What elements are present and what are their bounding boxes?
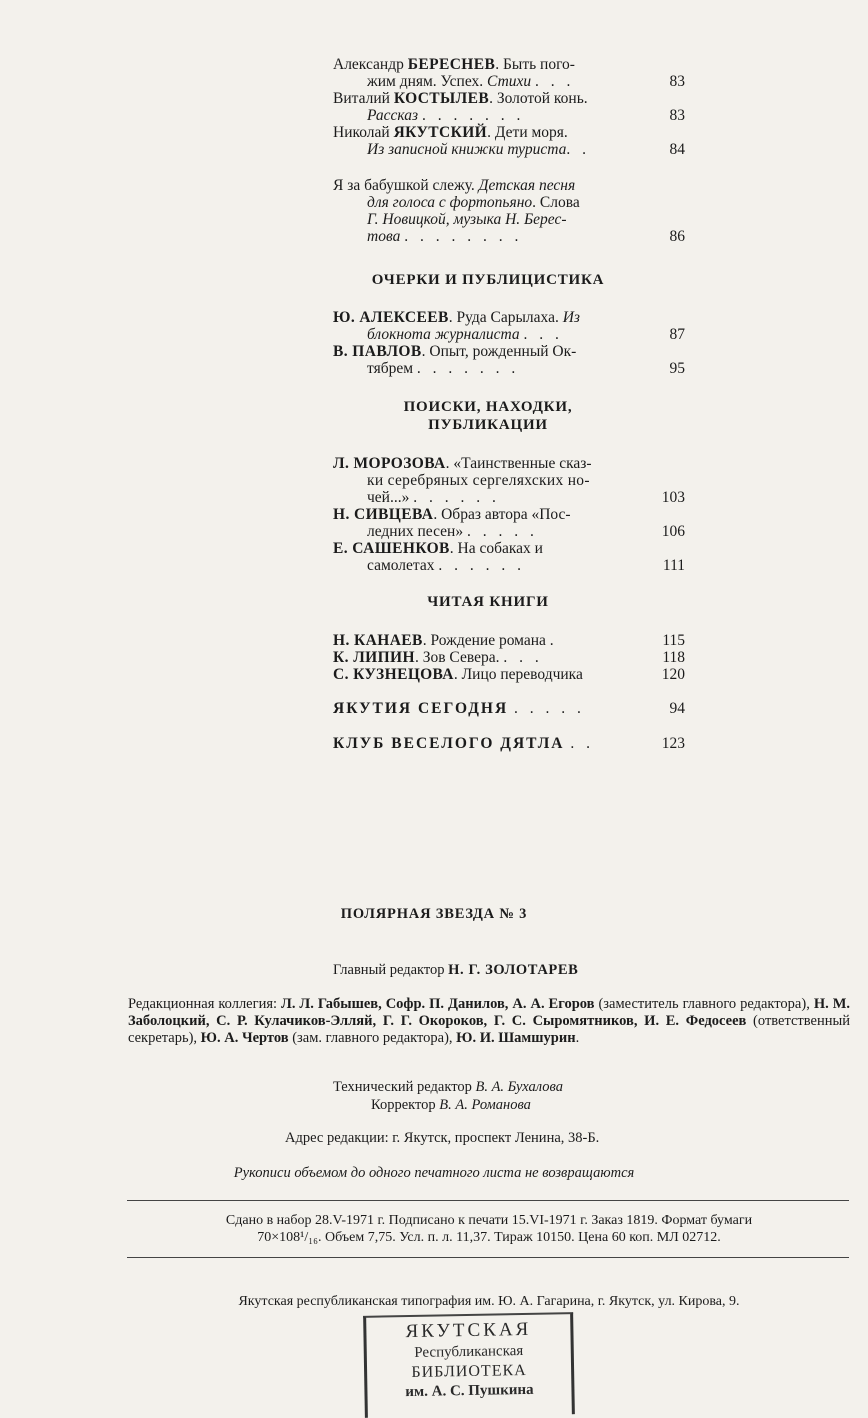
author-name: Н. КАНАЕВ <box>333 632 423 649</box>
corrector-label: Корректор <box>371 1097 440 1113</box>
rubric-title: КЛУБ ВЕСЕЛОГО ДЯТЛА <box>333 735 565 752</box>
manuscripts-notice: Рукописи объемом до одного печатного листа не возвращаются <box>233 1165 635 1181</box>
entry-title: . «Таинственные сказ- <box>445 455 592 472</box>
page-number: 95 <box>669 360 685 377</box>
song-title: Я за бабушкой слежу. <box>333 177 479 194</box>
author-first-name: Николай <box>333 124 390 141</box>
board-label: Редакционная коллегия: <box>128 996 282 1012</box>
page-number: 118 <box>662 649 685 666</box>
journal-issue-title: ПОЛЯРНАЯ ЗВЕЗДА № 3 <box>340 906 528 922</box>
author-first-name: Виталий <box>333 90 390 107</box>
toc-entry: Н. КАНАЕВ. Рождение романа . 115 <box>333 632 685 649</box>
page-number: 86 <box>669 228 685 245</box>
corrector-name: В. А. Романова <box>439 1097 531 1113</box>
song-credits-cont: това <box>367 228 401 245</box>
entry-title: . Руда Сарылаха. <box>448 309 563 326</box>
entry-title: . Быть пого- <box>495 56 575 73</box>
entry-title: . Дети моря. <box>487 124 568 141</box>
entry-genre-cont: блокнота журналиста <box>367 326 520 343</box>
song-credits: Г. Новицкой, музыка Н. Берес- <box>367 211 567 228</box>
board-members: Н. М. Заболоцкий, С. Р. Кулачиков-Элляй, Г. Г. Окороков, Г. С. Сыромятников, И. Е. Федосеев <box>128 996 851 1029</box>
printing-details <box>128 1212 850 1246</box>
entry-title-cont: ки серебряных сергеляхских но- <box>367 472 590 489</box>
stamp-line: БИБЛИОТЕКА <box>411 1361 527 1382</box>
stamp-line: Республиканская <box>414 1343 524 1361</box>
entry-title-cont: чей...» <box>367 489 410 506</box>
entry-title: . На собаках и <box>449 540 543 557</box>
entry-title-cont: самолетах <box>367 557 435 574</box>
section-heading: ЧИТАЯ КНИГИ <box>427 594 549 610</box>
page-number: 84 <box>669 141 685 158</box>
section-heading-line: ПУБЛИКАЦИИ <box>428 417 548 433</box>
toc-entry: Л. МОРОЗОВА. «Таинственные сказ- ки серебряных сергеляхских но- чей...» . . . . . . 103 <box>333 455 685 506</box>
section-finds <box>333 455 685 574</box>
table-of-contents <box>333 56 685 245</box>
toc-rubric: КЛУБ ВЕСЕЛОГО ДЯТЛА . . 123 <box>333 735 685 752</box>
author-name: Л. МОРОЗОВА <box>333 455 446 472</box>
page-number: 103 <box>661 489 685 506</box>
page-number: 120 <box>661 666 685 683</box>
toc-rubric: ЯКУТИЯ СЕГОДНЯ . . . . . 94 <box>333 700 685 717</box>
toc-entry-song: Я за бабушкой слежу. Детская песня для голоса с фортопьяно. Слова Г. Новицкой, музыка Н. Берес- това . . . . . . . . 86 <box>333 177 685 245</box>
author-first-name: Александр <box>333 56 404 73</box>
chief-editor <box>333 962 578 979</box>
divider <box>127 1200 849 1201</box>
toc-entry: Виталий КОСТЫЛЕВ. Золотой конь. Рассказ . . . . . . . 83 <box>333 90 685 124</box>
board-role: (зам. главного редактора), <box>288 1030 457 1046</box>
toc-entry <box>333 666 685 683</box>
printing-line: 70×108¹/₁₆. Объем 7,75. Усл. п. л. 11,37. Тираж 10150. Цена 60 коп. МЛ 02712. <box>257 1230 721 1245</box>
author-last-name: ЯКУТСКИЙ <box>393 124 488 141</box>
entry-title-cont: тябрем <box>367 360 414 377</box>
song-words-label: . Слова <box>532 194 580 211</box>
editorial-address: Адрес редакции: г. Якутск, проспект Ленина, 38-Б. <box>285 1130 600 1146</box>
toc-entry: Н. СИВЦЕВА. Образ автора «Пос- ледних песен» . . . . . 106 <box>333 506 685 540</box>
author-name: Н. СИВЦЕВА <box>333 506 434 523</box>
board-members: Л. Л. Габышев, Софр. П. Данилов, А. А. Егоров <box>281 996 595 1012</box>
toc-entry: Николай ЯКУТСКИЙ. Дети моря. Из записной книжки туриста. . 84 <box>333 124 685 158</box>
chief-editor-label: Главный редактор <box>333 962 449 978</box>
author-last-name: БЕРЕСНЕВ <box>407 56 496 73</box>
entry-title: . Лицо переводчика <box>453 666 583 683</box>
rubric-title: ЯКУТИЯ СЕГОДНЯ <box>333 700 509 717</box>
page-number: 115 <box>662 632 685 649</box>
toc-entry: К. ЛИПИН. Зов Севера. . . . 118 <box>333 649 685 666</box>
entry-title: . Опыт, рожденный Ок- <box>421 343 577 360</box>
tech-editor-label: Технический редактор <box>333 1079 476 1095</box>
author-name: В. ПАВЛОВ <box>333 343 422 360</box>
toc-entry: Е. САШЕНКОВ. На собаках и самолетах . . . . . . 111 <box>333 540 685 574</box>
author-name: С. КУЗНЕЦОВА <box>333 666 454 683</box>
editorial-board <box>128 996 850 1047</box>
author-name: Ю. АЛЕКСЕЕВ <box>333 309 449 326</box>
author-name: Е. САШЕНКОВ <box>333 540 450 557</box>
entry-title: . Золотой конь. <box>489 90 588 107</box>
page-number: 94 <box>669 700 685 717</box>
library-stamp <box>363 1312 575 1418</box>
toc-entry: Ю. АЛЕКСЕЕВ. Руда Сарылаха. Из блокнота журналиста . . . 87 <box>333 309 685 343</box>
board-end: . <box>575 1030 580 1046</box>
section-essays <box>333 309 685 377</box>
entry-genre: Из записной книжки туриста <box>367 141 567 158</box>
entry-genre: Из <box>562 309 580 326</box>
printing-line: Сдано в набор 28.V-1971 г. Подписано к печати 15.VI-1971 г. Заказ 1819. Формат бумаги <box>225 1213 753 1228</box>
entry-title: . Образ автора «Пос- <box>433 506 571 523</box>
entry-genre: Рассказ <box>367 107 419 124</box>
page-number: 123 <box>661 735 685 752</box>
section-books <box>333 632 685 683</box>
tech-editor-name: В. А. Бухалова <box>475 1079 563 1095</box>
page-number: 106 <box>661 523 685 540</box>
section-heading <box>333 398 643 434</box>
printer-info: Якутская республиканская типография им. Ю. А. Гагарина, г. Якутск, ул. Кирова, 9. <box>238 1294 740 1309</box>
entry-title-cont: жим дням. Успех. <box>367 73 488 90</box>
entry-title: . Рождение романа <box>422 632 546 649</box>
section-heading: ОЧЕРКИ И ПУБЛИЦИСТИКА <box>371 272 605 288</box>
toc-entry: В. ПАВЛОВ. Опыт, рожденный Ок- тябрем . . . . . . . 95 <box>333 343 685 377</box>
board-members: Ю. А. Чертов <box>200 1030 289 1046</box>
board-role: (ответственный секретарь), <box>128 1013 850 1046</box>
song-genre-cont: для голоса с фортопьяно <box>367 194 533 211</box>
song-genre: Детская песня <box>478 177 576 194</box>
page-number: 111 <box>662 557 685 574</box>
page-number: 83 <box>669 73 685 90</box>
author-last-name: КОСТЫЛЕВ <box>393 90 490 107</box>
stamp-line: ЯКУТСКАЯ <box>405 1318 532 1343</box>
technical-staff <box>333 1078 563 1114</box>
divider <box>127 1257 849 1258</box>
entry-title: . Зов Севера. <box>414 649 500 666</box>
entry-title-cont: ледних песен» <box>367 523 464 540</box>
entry-genre: Стихи <box>487 73 532 90</box>
stamp-line: им. А. С. Пушкина <box>405 1381 534 1401</box>
chief-editor-name: Н. Г. ЗОЛОТАРЕВ <box>448 962 579 978</box>
author-name: К. ЛИПИН <box>333 649 415 666</box>
board-members: Ю. И. Шамшурин <box>456 1030 576 1046</box>
board-role: (заместитель главного редактора), <box>594 996 814 1012</box>
section-heading-line: ПОИСКИ, НАХОДКИ, <box>403 399 573 415</box>
toc-entry: Александр БЕРЕСНЕВ. Быть пого- жим дням. Успех. Стихи . . . 83 <box>333 56 685 90</box>
page-number: 87 <box>669 326 685 343</box>
page-number: 83 <box>669 107 685 124</box>
